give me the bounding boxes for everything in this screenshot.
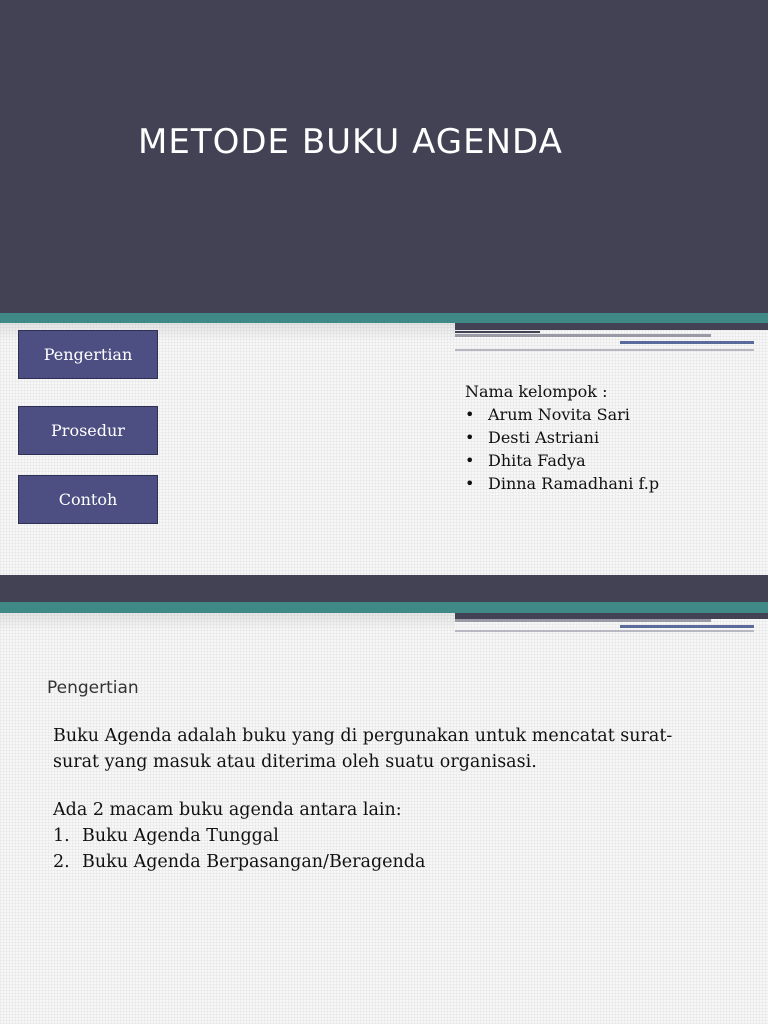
- member-item: [465, 403, 765, 426]
- list-number: 2.: [53, 852, 70, 872]
- section-body: [53, 723, 733, 875]
- list-item: [53, 849, 733, 875]
- spacer: [53, 775, 733, 797]
- teal-stripe: [0, 313, 768, 323]
- list-item: [53, 823, 733, 849]
- section-heading: Pengertian: [47, 678, 139, 698]
- stripe-shadow: [0, 613, 455, 631]
- gray-stripe: [455, 619, 711, 622]
- member-list: [465, 403, 765, 495]
- member-item: [465, 426, 765, 449]
- thin-stripe: [455, 331, 540, 333]
- bullet-icon: •: [465, 428, 475, 447]
- group-heading: Nama kelompok :: [465, 382, 608, 401]
- group-members: [465, 380, 765, 495]
- pengertian-button[interactable]: [18, 330, 158, 379]
- slide-title-text: METODE BUKU AGENDA: [138, 122, 563, 162]
- blue-stripe: [620, 625, 754, 628]
- dark-header-band: [0, 575, 768, 602]
- blue-stripe: [620, 341, 754, 344]
- prosedur-button-label: Prosedur: [51, 421, 125, 440]
- member-name: Dinna Ramadhani f.p: [488, 474, 660, 493]
- list-text: Buku Agenda Tunggal: [82, 826, 279, 846]
- contoh-button-label: Contoh: [58, 490, 118, 509]
- types-intro: Ada 2 macam buku agenda antara lain:: [53, 800, 402, 820]
- bullet-icon: •: [465, 451, 475, 470]
- gray-stripe: [455, 334, 711, 337]
- bullet-icon: •: [465, 474, 475, 493]
- member-name: Arum Novita Sari: [488, 405, 630, 424]
- definition-line: surat yang masuk atau diterima oleh suatu organisasi.: [53, 752, 537, 772]
- bullet-icon: •: [465, 405, 475, 424]
- list-text: Buku Agenda Berpasangan/Beragenda: [82, 852, 426, 872]
- dark-stripe: [455, 323, 768, 330]
- definition-line: Buku Agenda adalah buku yang di pergunakan untuk mencatat surat-: [53, 726, 673, 746]
- member-name: Desti Astriani: [488, 428, 600, 447]
- member-name: Dhita Fadya: [488, 451, 586, 470]
- slide-pengertian: [0, 575, 768, 1024]
- light-stripe: [455, 630, 754, 632]
- pengertian-button-label: Pengertian: [43, 345, 133, 364]
- contoh-button[interactable]: [18, 475, 158, 524]
- prosedur-button[interactable]: [18, 406, 158, 455]
- types-list: [53, 823, 733, 875]
- list-number: 1.: [53, 826, 70, 846]
- light-stripe: [455, 349, 754, 351]
- member-item: [465, 449, 765, 472]
- teal-stripe: [0, 602, 768, 613]
- member-item: [465, 472, 765, 495]
